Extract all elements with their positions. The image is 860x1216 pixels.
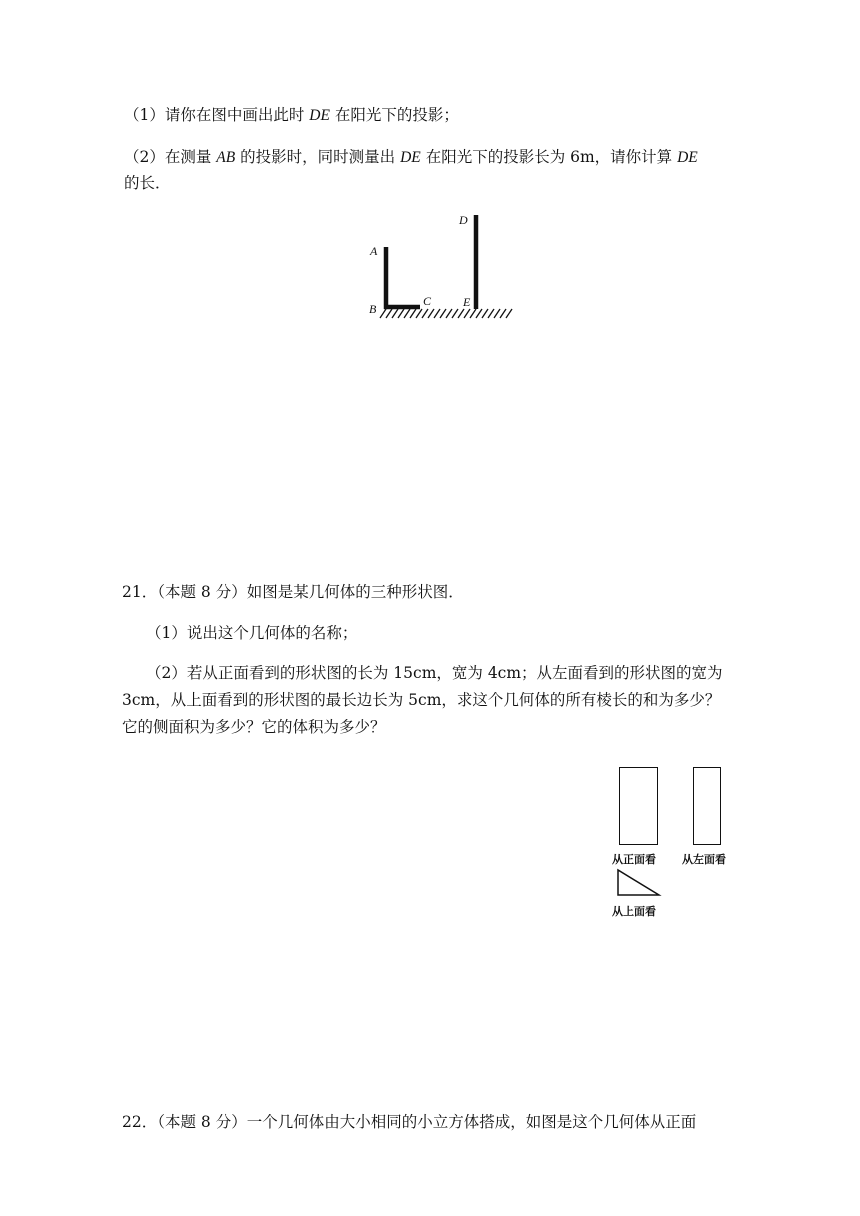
q20-part2-line1	[124, 146, 698, 169]
q21-part1: （1）说出这个几何体的名称；	[146, 624, 358, 642]
q20-part1-text-end: 在阳光下的投影；	[329, 106, 459, 124]
view-left-rect	[693, 767, 721, 845]
view-top-label: 从上面看	[612, 905, 656, 918]
label-b: B	[369, 302, 377, 316]
label-c: C	[423, 294, 432, 308]
view-left-label: 从左面看	[682, 853, 726, 866]
q21-heading: 21．（本题 8 分）如图是某几何体的三种形状图．	[122, 583, 464, 601]
q20-part2-text-b: 的投影时，同时测量出	[235, 148, 401, 166]
view-top-triangle	[616, 868, 662, 898]
q20-part2-text-d: 的长．	[124, 174, 171, 192]
q21-part2-line1: （2）若从正面看到的形状图的长为 15cm，宽为 4cm；从左面看到的形状图的宽为	[146, 664, 723, 682]
label-a: A	[370, 244, 378, 258]
q22-heading: 22．（本题 8 分）一个几何体由大小相同的小立方体搭成，如图是这个几何体从正面	[122, 1113, 697, 1131]
q20-part2-var-de2: DE	[677, 149, 698, 166]
q20-part1-var: DE	[309, 107, 330, 124]
q20-part2-var-de: DE	[400, 149, 421, 166]
q20-shadow-figure	[360, 205, 530, 330]
q21-part2-line2: 3cm，从上面看到的形状图的最长边长为 5cm，求这个几何体的所有棱长的和为多少？	[122, 691, 721, 709]
ground-hatching	[380, 309, 512, 318]
q20-part2-text-a: （2）在测量	[124, 148, 217, 166]
q21-part2-line3: 它的侧面积为多少？它的体积为多少？	[122, 718, 386, 736]
view-front-rect	[619, 767, 658, 845]
label-e: E	[463, 295, 471, 309]
q20-part2-text-c: 在阳光下的投影长为 6m，请你计算	[420, 148, 678, 166]
q20-part1	[124, 104, 459, 127]
q20-part1-text: （1）请你在图中画出此时	[124, 106, 310, 124]
view-front-label: 从正面看	[612, 853, 656, 866]
label-d: D	[459, 213, 468, 227]
q20-part2-var-ab: AB	[216, 149, 236, 166]
q20-part2-line2	[124, 172, 171, 194]
